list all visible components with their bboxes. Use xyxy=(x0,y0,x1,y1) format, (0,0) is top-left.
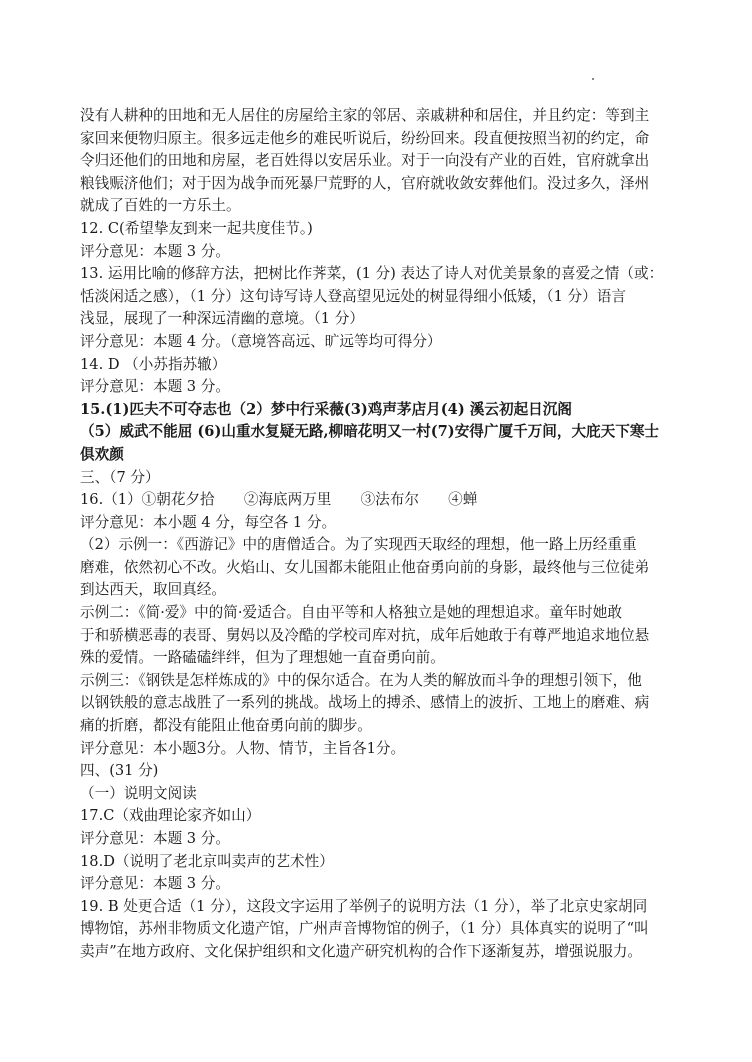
text-line: 粮钱赈济他们；对于因为战争而死暴尸荒野的人，官府就收敛安葬他们。没过多久，泽州 xyxy=(80,174,650,192)
text-line: 于和骄横恶毒的表哥、舅妈以及冷酷的学校司库对抗，成年后她敢于有尊严地追求地位悬 xyxy=(80,626,650,644)
text-line: 家回来便物归原主。很多远走他乡的难民听说后，纷纷回来。段直便按照当初的约定，命 xyxy=(80,129,650,147)
text-line: 到达西天，取回真经。 xyxy=(80,581,226,599)
text-line: 令归还他们的田地和房屋，老百姓得以安居乐业。对于一向没有产业的百姓，官府就拿出 xyxy=(80,152,650,170)
text-line: 博物馆，苏州非物质文化遗产馆，广州声音博物馆的例子，（1 分）具体真实的说明了“叫 xyxy=(80,920,649,938)
text-line: 三、（7 分） xyxy=(80,468,160,486)
text-line: 17.C（戏曲理论家齐如山） xyxy=(80,807,261,825)
text-line: （2）示例一：《西游记》中的唐僧适合。为了实现西天取经的理想，他一路上历经重重 xyxy=(80,536,637,554)
text-line: 卖声”在地方政府、文化保护组织和文化遗产研究机构的合作下逐渐复苏，增强说服力。 xyxy=(80,942,643,960)
text-line: 评分意见：本题 4 分。（意境答高远、旷远等均可得分） xyxy=(80,332,442,350)
text-line: 评分意见：本小题 4 分，每空各 1 分。 xyxy=(80,513,337,531)
text-line: 16.（1）①朝花夕拾 ②海底两万里 ③法布尔 ④蝉 xyxy=(80,491,478,509)
text-line: 示例二：《简·爱》中的简·爱适合。自由平等和人格独立是她的理想追求。童年时她敢 xyxy=(80,604,622,622)
text-line: 就成了百姓的一方乐土。 xyxy=(80,197,241,215)
text-line: 磨难，依然初心不改。火焰山、女儿国都未能阻止他奋勇向前的身影，最终他与三位徒弟 xyxy=(80,558,650,576)
text-line: 评分意见：本题 3 分。 xyxy=(80,378,230,396)
text-line: 18.D（说明了老北京叫卖声的艺术性） xyxy=(80,852,334,870)
text-line: 评分意见：本题 3 分。 xyxy=(80,242,230,260)
text-line: 俱欢颜 xyxy=(80,445,124,463)
text-line: 19. B 处更合适（1 分），这段文字运用了举例子的说明方法（1 分），举了北京史家胡同 xyxy=(80,897,648,915)
answer-document xyxy=(80,105,688,964)
text-line: 没有人耕种的田地和无人居住的房屋给主家的邻居、亲戚耕种和居住，并且约定：等到主 xyxy=(80,107,650,124)
text-line: 四、(31 分) xyxy=(80,762,159,780)
text-line: 恬淡闲适之感），（1 分）这句诗写诗人登高望见远处的树显得细小低矮，（1 分）语言 xyxy=(80,287,626,305)
text-line: 殊的爱情。一路磕磕绊绊，但为了理想她一直奋勇向前。 xyxy=(80,649,445,667)
text-line: 评分意见：本小题3分。人物、情节，主旨各1分。 xyxy=(80,739,406,757)
text-line: 评分意见：本题 3 分。 xyxy=(80,830,230,847)
text-line: 示例三：《钢铁是怎样炼成的》中的保尔适合。在为人类的解放而斗争的理想引领下，他 xyxy=(80,671,642,689)
text-line: （5）威武不能屈 (6)山重水复疑无路,柳暗花明又一村(7)安得广厦千万间，大庇天下寒士 xyxy=(80,423,660,441)
scan-dot xyxy=(592,78,594,80)
text-line: 13. 运用比喻的修辞方法，把树比作荠菜，(1 分) 表达了诗人对优美景象的喜爱之情（或： xyxy=(80,265,664,283)
text-line: 痛的折磨，都没有能阻止他奋勇向前的脚步。 xyxy=(80,717,372,735)
text-line: 评分意见：本题 3 分。 xyxy=(80,875,230,893)
text-line: 12. C(希望挚友到来一起共度佳节。) xyxy=(80,219,313,237)
text-line: 浅显，展现了一种深远清幽的意境。（1 分） xyxy=(80,310,364,328)
text-line: 15.(1)匹夫不可夺志也（2）梦中行采薇(3)鸡声茅店月(4) 溪云初起日沉阁 xyxy=(80,400,572,418)
text-line: 14. D （小苏指苏辙） xyxy=(80,355,227,373)
text-line: 以钢铁般的意志战胜了一系列的挑战。战场上的搏杀、感情上的波折、工地上的磨难、病 xyxy=(80,694,650,712)
text-line: （一）说明文阅读 xyxy=(80,784,197,802)
